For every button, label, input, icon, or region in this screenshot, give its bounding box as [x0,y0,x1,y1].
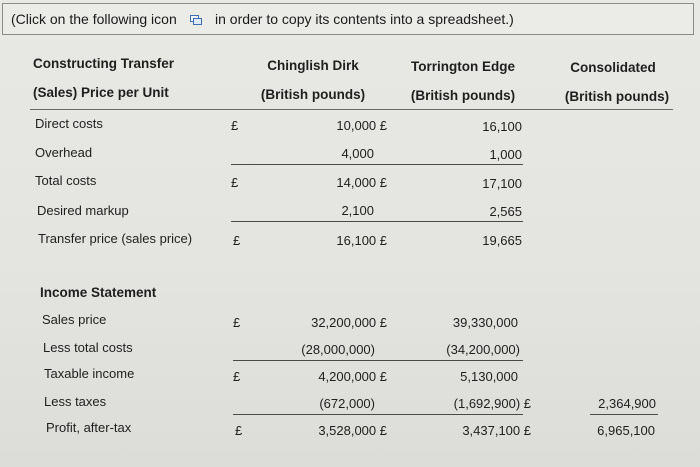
income-cell-chinglish: (28,000,000) [301,342,375,357]
subtotal-rule [231,164,523,165]
col-consolidated-name: Consolidated [570,60,656,75]
transfer-cell-torrington: 2,565 [489,204,522,219]
transfer-row-label: Overhead [35,145,93,160]
instruction-bar [2,3,694,35]
income-cell-consolidated: 2,364,900 [598,396,656,411]
transfer-cell-chinglish: 16,100 £ [336,233,387,248]
transfer-cell-chinglish: 14,000 £ [336,175,387,190]
transfer-cell-torrington: 19,665 [482,233,522,248]
income-cell-chinglish: 32,200,000 £ [311,315,387,330]
income-cell-chinglish: 4,200,000 £ [318,369,387,384]
pound-symbol: £ [231,118,239,133]
transfer-row-label: Transfer price (sales price) [38,231,193,246]
col-torrington-name: Torrington Edge [411,59,515,74]
transfer-title-line2: (Sales) Price per Unit [33,85,169,100]
col-consolidated-unit: (British pounds) [564,89,670,104]
transfer-cell-chinglish: 4,000 [341,146,374,161]
income-cell-chinglish: (672,000) [319,396,375,411]
col-chinglish-name: Chinglish Dirk [267,58,359,73]
copy-spreadsheet-icon[interactable] [190,15,202,25]
income-row-label: Less taxes [44,394,107,409]
income-row-label: Profit, after-tax [46,420,132,435]
income-cell-torrington: (34,200,000) [446,342,520,357]
transfer-cell-torrington: 1,000 [489,147,522,162]
income-statement-title: Income Statement [40,285,157,300]
transfer-cell-torrington: 17,100 [482,176,522,191]
income-cell-consolidated: 6,965,100 [597,423,655,438]
transfer-cell-chinglish: 2,100 [341,203,374,218]
pound-symbol: £ [235,423,243,438]
subtotal-rule [233,414,523,415]
pound-symbol: £ [231,175,239,190]
pound-symbol: £ [233,369,241,384]
transfer-title-line1: Constructing Transfer [33,56,175,71]
instruction-text-start: (Click on the following icon [11,11,177,27]
transfer-cell-torrington: 16,100 [482,119,522,134]
subtotal-rule [231,221,523,222]
income-cell-chinglish: 3,528,000 £ [318,423,387,438]
income-cell-torrington: 39,330,000 [452,315,518,330]
instruction-text-end: in order to copy its contents into a spreadsheet.) [215,11,514,27]
transfer-cell-chinglish: 10,000 £ [336,118,387,133]
transfer-row-label: Direct costs [35,116,103,131]
subtotal-rule [590,414,658,415]
income-cell-torrington: (1,692,900) £ [453,396,531,411]
subtotal-rule [233,360,523,361]
transfer-row-label: Desired markup [37,203,129,218]
income-cell-torrington: 5,130,000 [460,369,518,384]
pound-symbol: £ [233,233,241,248]
income-cell-torrington: 3,437,100 £ [462,423,531,438]
col-torrington-unit: (British pounds) [410,88,516,103]
income-row-label: Less total costs [43,340,133,355]
pound-symbol: £ [233,315,241,330]
header-rule [30,109,673,110]
income-row-label: Sales price [42,312,107,327]
transfer-row-label: Total costs [35,173,97,188]
income-row-label: Taxable income [44,366,135,381]
col-chinglish-unit: (British pounds) [260,87,366,102]
